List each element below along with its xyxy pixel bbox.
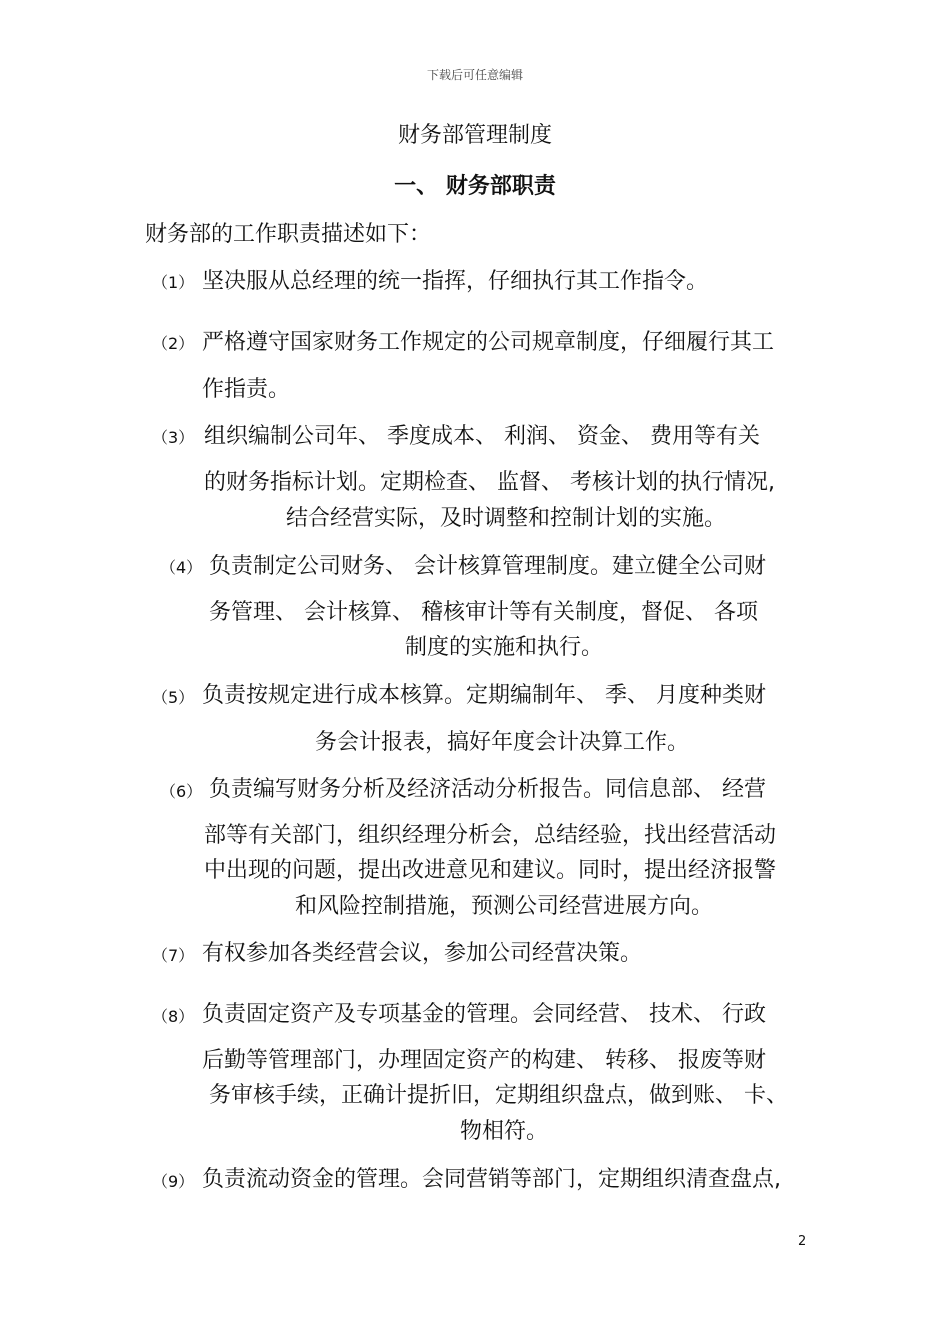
item-line: 负责编写财务分析及经济活动分析报告。同信息部、 经营 (209, 777, 766, 802)
item-line: 制度的实施和执行。 (404, 635, 603, 660)
item-line: 严格遵守国家财务工作规定的公司规章制度，仔细履行其工 (202, 330, 775, 355)
item-line: 部等有关部门，组织经理分析会，总结经验，找出经营活动 (204, 823, 777, 848)
item-line: 后勤等管理部门，办理固定资产的构建、 转移、 报废等财 (202, 1048, 766, 1073)
item-line: 坚决服从总经理的统一指挥，仔细执行其工作指令。 (202, 269, 709, 294)
item-line: 负责制定公司财务、 会计核算管理制度。建立健全公司财 (209, 554, 766, 579)
item-line: 的财务指标计划。定期检查、 监督、 考核计划的执行情况, (204, 470, 775, 495)
section-heading: 一、 财务部职责 (394, 174, 556, 199)
item-line: 负责按规定进行成本核算。定期编制年、 季、 月度种类财 (202, 683, 766, 708)
item-line: 组织编制公司年、 季度成本、 利润、 资金、 费用等有关 (204, 424, 760, 449)
item-line: 有权参加各类经营会议，参加公司经营决策。 (202, 941, 643, 966)
item-line: 物相符。 (459, 1119, 548, 1144)
header-note: 下载后可任意编辑 (426, 68, 523, 82)
item-number: （5） (152, 688, 195, 707)
item-number: （2） (152, 334, 195, 353)
item-number: （7） (152, 946, 195, 965)
item-line: 作指责。 (202, 377, 291, 402)
item-number: （6） (160, 782, 203, 801)
page-number: 2 (798, 1234, 807, 1249)
item-number: （1） (152, 273, 195, 292)
item-line: 中出现的问题，提出改进意见和建议。同时，提出经济报警 (204, 858, 777, 883)
document-title: 财务部管理制度 (397, 123, 552, 148)
intro-text: 财务部的工作职责描述如下： (145, 222, 432, 247)
item-number: （8） (152, 1007, 195, 1026)
item-line: 务管理、 会计核算、 稽核审计等有关制度，督促、 各项 (209, 600, 758, 625)
item-line: 务会计报表，搞好年度会计决算工作。 (314, 730, 689, 755)
item-number: （3） (152, 428, 195, 447)
item-number: （9） (152, 1172, 195, 1191)
item-line: 负责流动资金的管理。会同营销等部门，定期组织清查盘点, (202, 1167, 781, 1192)
item-line: 结合经营实际，及时调整和控制计划的实施。 (285, 506, 726, 531)
item-number: （4） (160, 558, 203, 577)
item-line: 和风险控制措施，预测公司经营进展方向。 (294, 894, 713, 919)
item-line: 负责固定资产及专项基金的管理。会同经营、 技术、 行政 (202, 1002, 766, 1027)
item-line: 务审核手续，正确计提折旧，定期组织盘点，做到账、 卡、 (209, 1083, 788, 1108)
